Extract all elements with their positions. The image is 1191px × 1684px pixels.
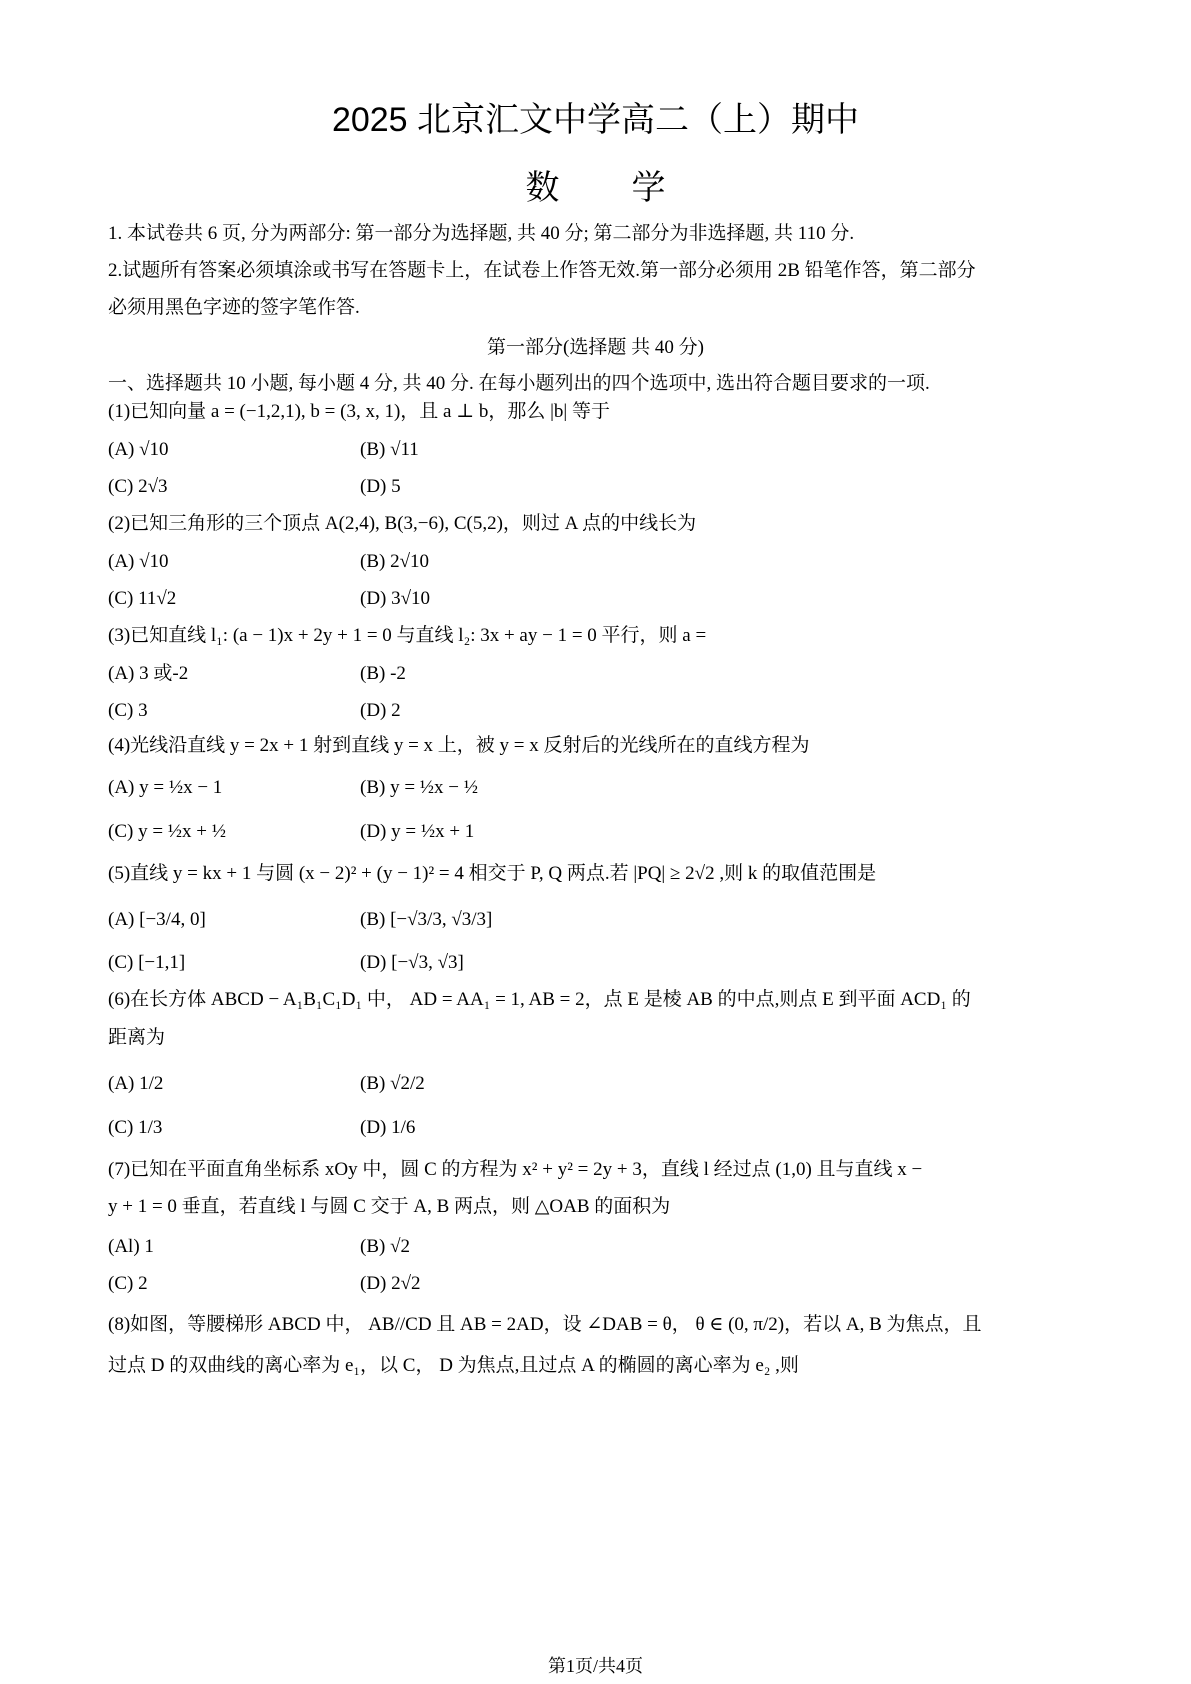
question-2-option-d: (D) 3√10	[360, 588, 431, 609]
question-8-stem: (8)如图，等腰梯形 ABCD 中， AB//CD 且 AB = 2AD，设 ∠DAB = θ， θ ∈ (0, π/2)，若以 A, B 为焦点，且	[108, 1314, 982, 1335]
question-7-stem-cont: y + 1 = 0 垂直，若直线 l 与圆 C 交于 A, B 两点，则 △OAB 的面积为	[108, 1196, 671, 1217]
question-3-option-b: (B) -2	[360, 663, 406, 684]
subject-char-1: 数	[525, 169, 560, 207]
subject-title	[0, 160, 1191, 209]
question-4-option-b: (B) y = ½x − ½	[360, 777, 479, 798]
question-5-option-c: (C) [−1,1]	[108, 952, 186, 973]
exam-title: 2025 北京汇文中学高二（上）期中	[331, 101, 860, 139]
question-1-option-a: (A) √10	[108, 439, 169, 460]
question-4-option-a: (A) y = ½x − 1	[108, 777, 223, 798]
question-6-stem-cont: 距离为	[108, 1027, 166, 1048]
question-8-stem-cont: 过点 D 的双曲线的离心率为 e₁，以 C， D 为焦点,且过点 A 的椭圆的离心率为 e₂ ,则	[108, 1355, 799, 1376]
question-4-option-d: (D) y = ½x + 1	[360, 821, 475, 842]
question-5-option-d: (D) [−√3, √3]	[360, 952, 464, 973]
question-2-option-c: (C) 11√2	[108, 588, 177, 609]
question-4-option-c: (C) y = ½x + ½	[108, 821, 227, 842]
question-1-option-c: (C) 2√3	[108, 476, 168, 497]
question-2-stem: (2)已知三角形的三个顶点 A(2,4), B(3,−6), C(5,2)，则过 A 点的中线长为	[108, 513, 697, 534]
section-intro: 一、选择题共 10 小题, 每小题 4 分, 共 40 分. 在每小题列出的四个选项中, 选出符合题目要求的一项.	[108, 373, 930, 394]
question-4-stem: (4)光线沿直线 y = 2x + 1 射到直线 y = x 上，被 y = x 反射后的光线所在的直线方程为	[108, 735, 810, 756]
question-5-stem: (5)直线 y = kx + 1 与圆 (x − 2)² + (y − 1)² = 4 相交于 P, Q 两点.若 |PQ| ≥ 2√2 ,则 k 的取值范围是	[108, 863, 877, 884]
question-3-option-c: (C) 3	[108, 700, 148, 721]
question-1-option-b: (B) √11	[360, 439, 419, 460]
question-7-stem: (7)已知在平面直角坐标系 xOy 中，圆 C 的方程为 x² + y² = 2y + 3，直线 l 经过点 (1,0) 且与直线 x −	[108, 1159, 923, 1180]
question-1-option-d: (D) 5	[360, 476, 401, 497]
question-2-option-b: (B) 2√10	[360, 551, 430, 572]
question-3-option-d: (D) 2	[360, 700, 401, 721]
section-title: 第一部分(选择题 共 40 分)	[487, 337, 704, 358]
question-6-option-d: (D) 1/6	[360, 1117, 416, 1138]
question-5-option-a: (A) [−3/4, 0]	[108, 909, 206, 930]
subject-char-2: 学	[631, 169, 666, 207]
page-number: 第1页/共4页	[547, 1656, 643, 1676]
question-7-option-d: (D) 2√2	[360, 1273, 421, 1294]
instruction-2-cont: 必须用黑色字迹的签字笔作答.	[108, 297, 360, 318]
question-6-stem: (6)在长方体 ABCD − A₁B₁C₁D₁ 中， AD = AA₁ = 1, AB = 2，点 E 是棱 AB 的中点,则点 E 到平面 ACD₁ 的	[108, 989, 971, 1010]
question-7-option-a: (Al) 1	[108, 1236, 154, 1257]
question-1-stem: (1)已知向量 a = (−1,2,1), b = (3, x, 1)，且 a ⊥ b，那么 |b| 等于	[108, 401, 610, 422]
question-7-option-b: (B) √2	[360, 1236, 411, 1257]
question-6-option-c: (C) 1/3	[108, 1117, 163, 1138]
question-6-option-b: (B) √2/2	[360, 1073, 425, 1094]
question-6-option-a: (A) 1/2	[108, 1073, 164, 1094]
instruction-1: 1. 本试卷共 6 页, 分为两部分: 第一部分为选择题, 共 40 分; 第二部分为非选择题, 共 110 分.	[108, 223, 855, 244]
question-5-option-b: (B) [−√3/3, √3/3]	[360, 909, 493, 930]
question-7-option-c: (C) 2	[108, 1273, 148, 1294]
instruction-2: 2.试题所有答案必须填涂或书写在答题卡上，在试卷上作答无效.第一部分必须用 2B 铅笔作答，第二部分	[108, 260, 976, 281]
question-3-option-a: (A) 3 或-2	[108, 663, 189, 684]
question-2-option-a: (A) √10	[108, 551, 169, 572]
question-3-stem: (3)已知直线 l₁: (a − 1)x + 2y + 1 = 0 与直线 l₂: 3x + ay − 1 = 0 平行，则 a =	[108, 625, 707, 646]
